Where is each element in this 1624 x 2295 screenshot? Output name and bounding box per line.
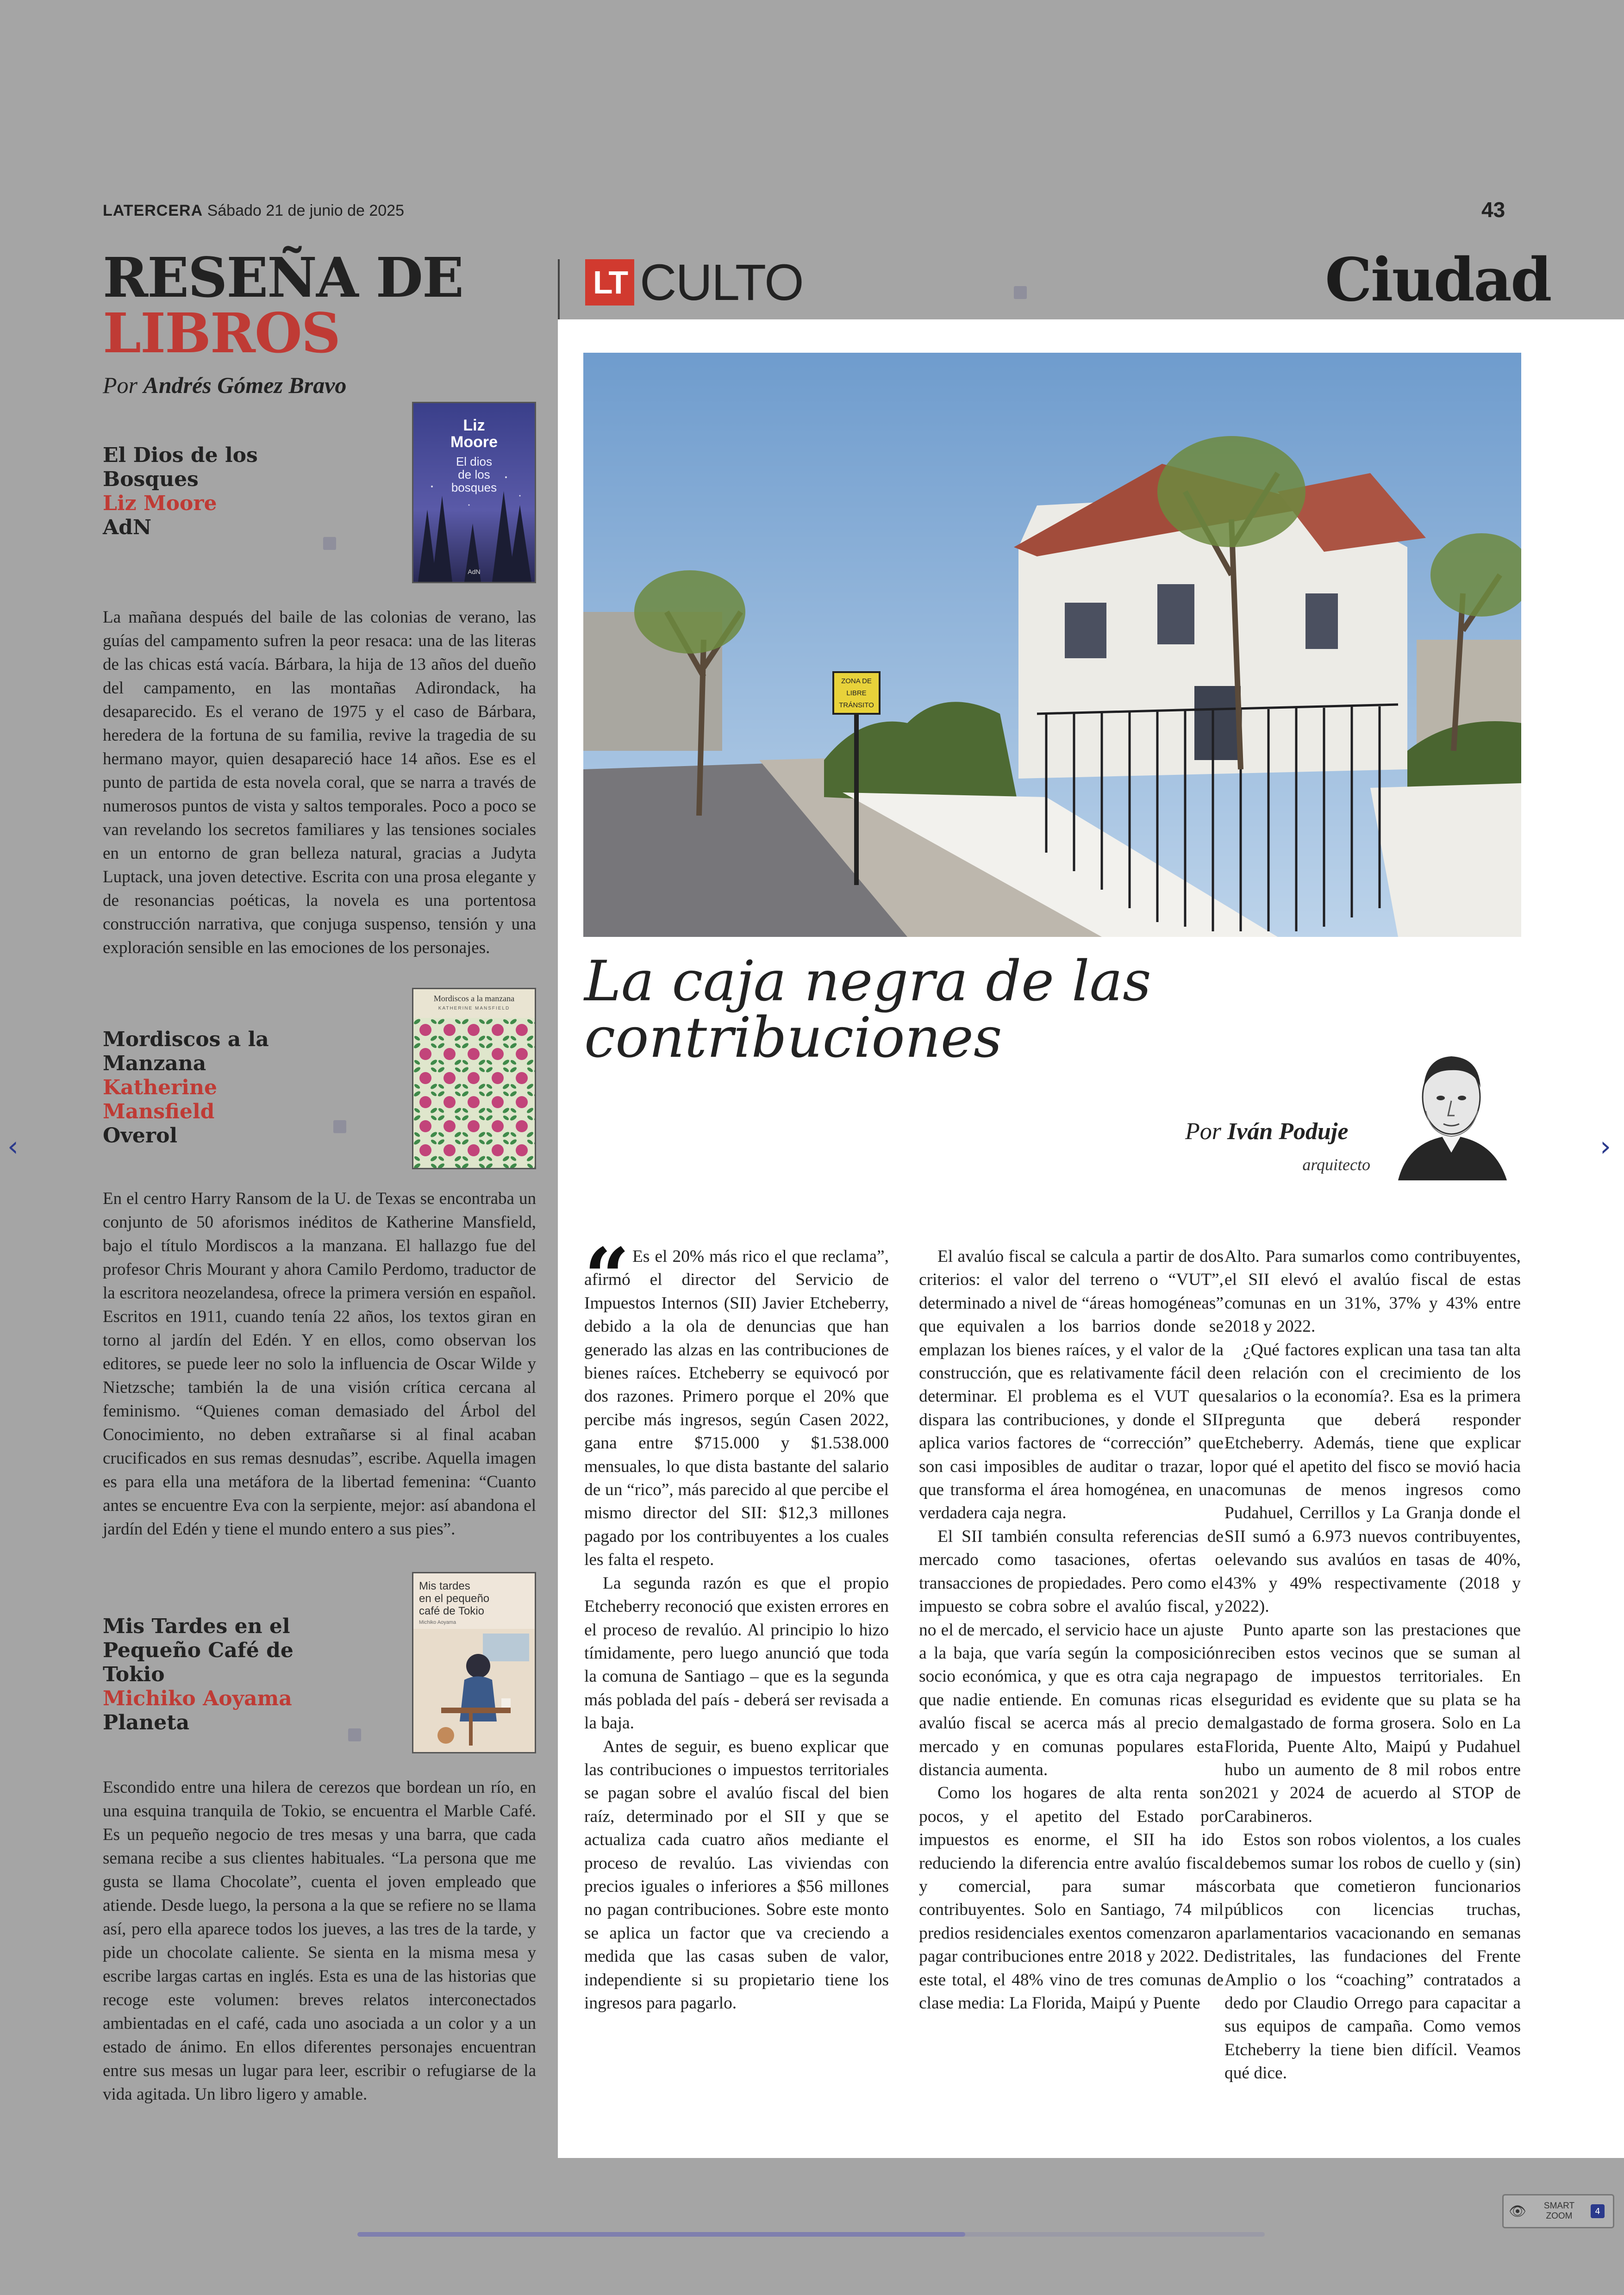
article-column-1 xyxy=(584,1231,889,2015)
section-name: Ciudad xyxy=(1325,245,1551,315)
book-publisher: Overol xyxy=(103,1124,178,1148)
book-review-1: La mañana después del baile de las colonias de verano, las guías del campamento sufren la peor resaca: una de las literas de las chicas está vacía. Bárbara, la hija de 13 años del dueño del campamento, en las montañas Adirondack, ha desaparecido. Es el verano de 1975 y el caso de Bárbara, heredera de la fortuna de su familia, revive la tragedia de su hermano mayor, quien desapareció hace 14 años. Ese es el punto de partida de esta novela coral, que se narra a través de numerosos puntos de vista y saltos temporales. Poco a poco se van revelando los secretos familiares y las tensiones sociales en un entorno de gran belleza natural, gracias a Judyta Luptack, una joven detective. Escrita con una prosa elegante y de resonancias poéticas, la novela es una portentosa construcción narrativa, que conjuga suspenso, tensión y una exploración sensible en las emociones de los personajes. xyxy=(103,608,536,957)
book-author: Liz Moore xyxy=(103,492,217,515)
article-paragraph: El SII también consulta referencias de mercado como tasaciones, ofertas o transacciones de propiedades. Pero como el impuesto se cobra sobre el avalúo fiscal, y no el de mercado, el servicio hace un ajuste a la baja, que varía según la composición socio económica, y que es otra caja negra que nadie entiende. En comunas ricas el avalúo fiscal se acerca más al precio de mercado y en comunas populares esta distancia aumenta. xyxy=(919,1527,1224,1779)
book-title-line: El Dios de los xyxy=(103,443,258,467)
article-paragraph: La segunda razón es que el propio Etcheberry reconoció que existen errores en el proceso de revalúo. Al principio lo hizo tímidamente, pero luego anunció que toda la comuna de Santiago – que es la segunda más poblada del país - deberá ser revisada a la baja. xyxy=(584,1573,889,1733)
apple-pattern-art xyxy=(413,1018,535,1168)
cover-title-line: café de Tokio xyxy=(419,1605,484,1617)
book-author: Michiko Aoyama xyxy=(103,1687,292,1710)
article-paragraph: Es el 20% más rico el que reclama”, afirmó el director del Servicio de Impuestos Internos (SII) Javier Etcheberry, debido a la ola de denuncias que han generado las alzas en las contribuciones de bienes raíces. Etcheberry se equivocó por dos razones. Primero porque el 20% que percibe más ingresos, según Casen 2022, gana entre $715.000 y $1.538.000 mensuales, lo que dista bastante del salario de un “rico”, más parecido al que percibe el mismo director del SII: $12,3 millones pagado por los contribuyentes a los cuales les falta el respeto. xyxy=(584,1247,889,1570)
book-cover-1 xyxy=(412,402,536,583)
article-headline: La caja negra de las contribuciones xyxy=(584,949,1151,1070)
cover-title-line: El dios xyxy=(456,455,493,468)
book-title-line: Mis Tardes en el xyxy=(103,1615,290,1638)
cover-author-last: Moore xyxy=(450,433,498,451)
book-cover-2 xyxy=(412,988,536,1169)
next-page-button[interactable]: › xyxy=(1600,1130,1611,1163)
zoom-article-icon[interactable] xyxy=(348,1728,361,1741)
sign-text-line: ZONA DE xyxy=(841,677,872,685)
author-role: arquitecto xyxy=(1302,1155,1370,1174)
byline-author: Iván Poduje xyxy=(1227,1118,1349,1145)
cover-publisher: AdN xyxy=(468,568,481,575)
sign-text-line: TRÁNSITO xyxy=(839,701,874,709)
section-title-line2: LIBROS xyxy=(103,301,340,366)
zoom-article-icon[interactable] xyxy=(333,1120,346,1133)
article-paragraph: Como los hogares de alta renta son pocos, y el apetito del Estado por impuestos es enorme, el SII ha ido reduciendo la diferencia entre avalúo fiscal y comercial, para sumar más contribuyentes. Solo en Santiago, 74 mil predios residenciales exentos comenzaron a pagar contribuciones entre 2018 y 2022. De este total, el 48% vino de tres comunas de clase media: La Florida, Maipú y Puente xyxy=(919,1784,1224,2013)
zoom-article-icon[interactable] xyxy=(323,537,336,550)
book-title-line: Bosques xyxy=(103,468,199,491)
cover-title-line: bosques xyxy=(451,480,497,494)
cover-title-line: Mis tardes xyxy=(419,1580,470,1592)
article-photo xyxy=(583,353,1521,937)
review-text: En el centro Harry Ransom de la U. de Texas se encontraba un conjunto de 50 aforismos inéditos de Katherine Mansfield, bajo el título Mordiscos a la manzana. El hallazgo fue del profesor Chris Mourant y ahora Camilo Perdomo, traductor de la escritora neozelandesa, ofrece la primera versión en español. Escritos en 1911, cuando tenía 22 años, los textos giran en torno al jardín del Edén. Y en ellos, como observan los editores, se puede leer no solo la influencia de Oscar Wilde y Nietzsche; también la de una visión crítica cercana al feminismo. “Quienes coman demasiado del Árbol del Conocimiento, no deben extrañarse si al final acaban crucificados en sus remas desnudas”, escribe. Aquella imagen es para ella una metáfora de la libertad femenina: “Cuanto antes se encuentre Eva con la serpiente, mejor: así abandona el jardín del Edén y tiene el mundo entero a sus pies”. xyxy=(103,1189,536,1539)
book-publisher: AdN xyxy=(103,516,152,539)
book-author: Mansfield xyxy=(103,1100,215,1123)
book-publisher: Planeta xyxy=(103,1711,190,1734)
lt-logo-word: CULTO xyxy=(640,254,803,311)
page-number: 43 xyxy=(1481,198,1505,222)
byline-author: Andrés Gómez Bravo xyxy=(143,372,347,398)
book-review-3: Escondido entre una hilera de cerezos que bordean un río, en una esquina tranquila de Tokio, se encuentra el Marble Café. Es un pequeño negocio de tres mesas y una barra, que cada semana recibe a sus clientes habituales. “La persona que me gusta se llama Chocolate”, cuenta el joven empleado que atiende. Desde luego, la persona a la que se refiere no se llama así, pero ella aparece todos los jueves, a las tres de la tarde, y pide un chocolate caliente. Se sienta en la misma mesa y escribe largas cartas en inglés. Esta es una de las historias que recoge este volumen: breves relatos interconectados ambientadas en el café, cada uno asociada a un color y a un estado de ánimo. En ellos diferentes personajes encuentran entre sus mesas un lugar para leer, escribir o refugiarse de la vida agitada. Un libro ligero y amable. xyxy=(103,1778,536,2104)
smart-zoom-label xyxy=(1531,2201,1587,2221)
book-reviews-section xyxy=(103,245,536,2104)
lt-logo-box: LT xyxy=(585,259,634,306)
zoom-article-icon[interactable] xyxy=(1014,286,1027,299)
cover-author-first: Liz xyxy=(463,417,485,434)
cover-title xyxy=(419,1580,489,1617)
cover-title-line: en el pequeño xyxy=(419,1592,490,1605)
author-portrait xyxy=(1389,1041,1514,1180)
article-paragraph: Alto. Para sumarlos como contribuyentes, el SII elevó el avalúo fiscal de estas comunas en un 31%, 37% y 43% entre 2018 y 2022. xyxy=(1224,1247,1521,1336)
article-paragraph: Punto aparte son las prestaciones que reciben estos vecinos que se suman al pago de impuestos territoriales. En seguridad es evidente que su plata se ha malgastado de forma grosera. Solo en La Florida, Puente Alto, Maipú y Pudahuel hubo un aumento de 8 mil robos entre 2021 y 2024 de acuerdo al STOP de Carabineros. xyxy=(1224,1620,1521,1826)
cover-author: Michiko Aoyama xyxy=(419,1620,456,1625)
article-paragraph: ¿Qué factores explican una tasa tan alta en relación con el crecimiento de los salarios o la economía?. Esa es la primera pregunta que deberá responder Etcheberry. Además, tiene que explicar por qué el apetito del fisco se movió hacia comunas de menos ingresos como Pudahuel, Cerrillos y La Granja donde el SII sumó a 6.973 nuevos contribuyentes, elevando sus avalúos en tasas de 40%, 43% y 49% respectivamente (2018 y 2022). xyxy=(1224,1340,1521,1616)
article-byline xyxy=(1185,1118,1348,1145)
book-info xyxy=(103,1615,294,1735)
cafe-cover-art xyxy=(413,1629,535,1752)
article-column-3 xyxy=(1224,1245,1521,2085)
article-paragraph: Antes de seguir, es bueno explicar que las contribuciones o impuestos territoriales se pagan sobre el avalúo fiscal del bien raíz, determinado por el SII y que se actualiza cada cuatro años mediante el proceso de revalúo. Las viviendas con precios iguales o inferiores a $56 millones no pagan contribuciones. Sobre este monto se aplica un factor que va creciendo a medida que las casas suben de valor, independiente si su propietario tiene los ingresos para pagarlo. xyxy=(584,1737,889,2013)
masthead-date: Sábado 21 de junio de 2025 xyxy=(207,202,404,219)
book-title-line: Mordiscos a la xyxy=(103,1028,269,1051)
article-column-2 xyxy=(919,1245,1224,2015)
lt-culto-logo xyxy=(585,254,803,311)
section-title-line1: RESEÑA DE xyxy=(103,245,463,310)
book-author: Katherine xyxy=(103,1076,217,1099)
book-review-2 xyxy=(103,1187,536,1541)
masthead-brand: LATERCERA xyxy=(103,202,203,219)
prev-page-button[interactable]: ‹ xyxy=(7,1130,19,1163)
cover-author: KATHERINE MANSFIELD xyxy=(438,1006,510,1011)
smart-zoom-control[interactable] xyxy=(1502,2194,1614,2228)
book-title-line: Pequeño Café de xyxy=(103,1639,294,1662)
section-title xyxy=(103,245,536,366)
book-cover-3 xyxy=(412,1572,536,1753)
smart-zoom-label-line: SMART xyxy=(1543,2201,1575,2211)
cover-title: Mordiscos a la manzana xyxy=(433,994,515,1003)
book-info xyxy=(103,443,258,540)
masthead xyxy=(103,202,404,220)
reviews-byline xyxy=(103,372,536,399)
article-paragraph: El avalúo fiscal se calcula a partir de dos criterios: el valor del terreno o “VUT”, determinado a nivel de “áreas homogéneas” que equivalen a los barrios donde se emplazan los bienes raíces, y el valor de la construcción, que es relativamente fácil de determinar. El problema es el VUT que dispara las contribuciones, y donde el SII aplica varios factores de “corrección” que son casi imposibles de auditar o trazar, lo que transforma el área homogénea, en una verdadera caja negra. xyxy=(919,1247,1224,1523)
article-paragraph: Estos son robos violentos, a los cuales debemos sumar los robos de cuello y (sin) corbata que cometieron funcionarios públicos con licencias truchas, parlamentarios vacacionando en semanas distritales, las fundaciones del Frente Amplio o los “coaching” contratados a dedo por Claudio Orrego para capacitar a sus equipos de campaña. Como vemos Etcheberry la tiene bien difícil. Veamos qué dice. xyxy=(1224,1830,1521,2083)
cover-title-line: de los xyxy=(458,468,490,481)
sign-text-line: LIBRE xyxy=(846,689,867,697)
book-title-line: Tokio xyxy=(103,1663,165,1686)
opening-quote-mark: “ xyxy=(584,1231,630,1323)
smart-zoom-toggle-button[interactable]: 4 xyxy=(1591,2204,1605,2218)
book-title-line: Manzana xyxy=(103,1052,206,1075)
page-progress-fill xyxy=(357,2232,965,2237)
eye-icon: 👁 xyxy=(1508,2203,1527,2220)
byline-prefix: Por xyxy=(1185,1118,1221,1145)
book-info xyxy=(103,1028,269,1148)
smart-zoom-label-line: ZOOM xyxy=(1546,2211,1573,2221)
byline-prefix: Por xyxy=(103,372,137,398)
